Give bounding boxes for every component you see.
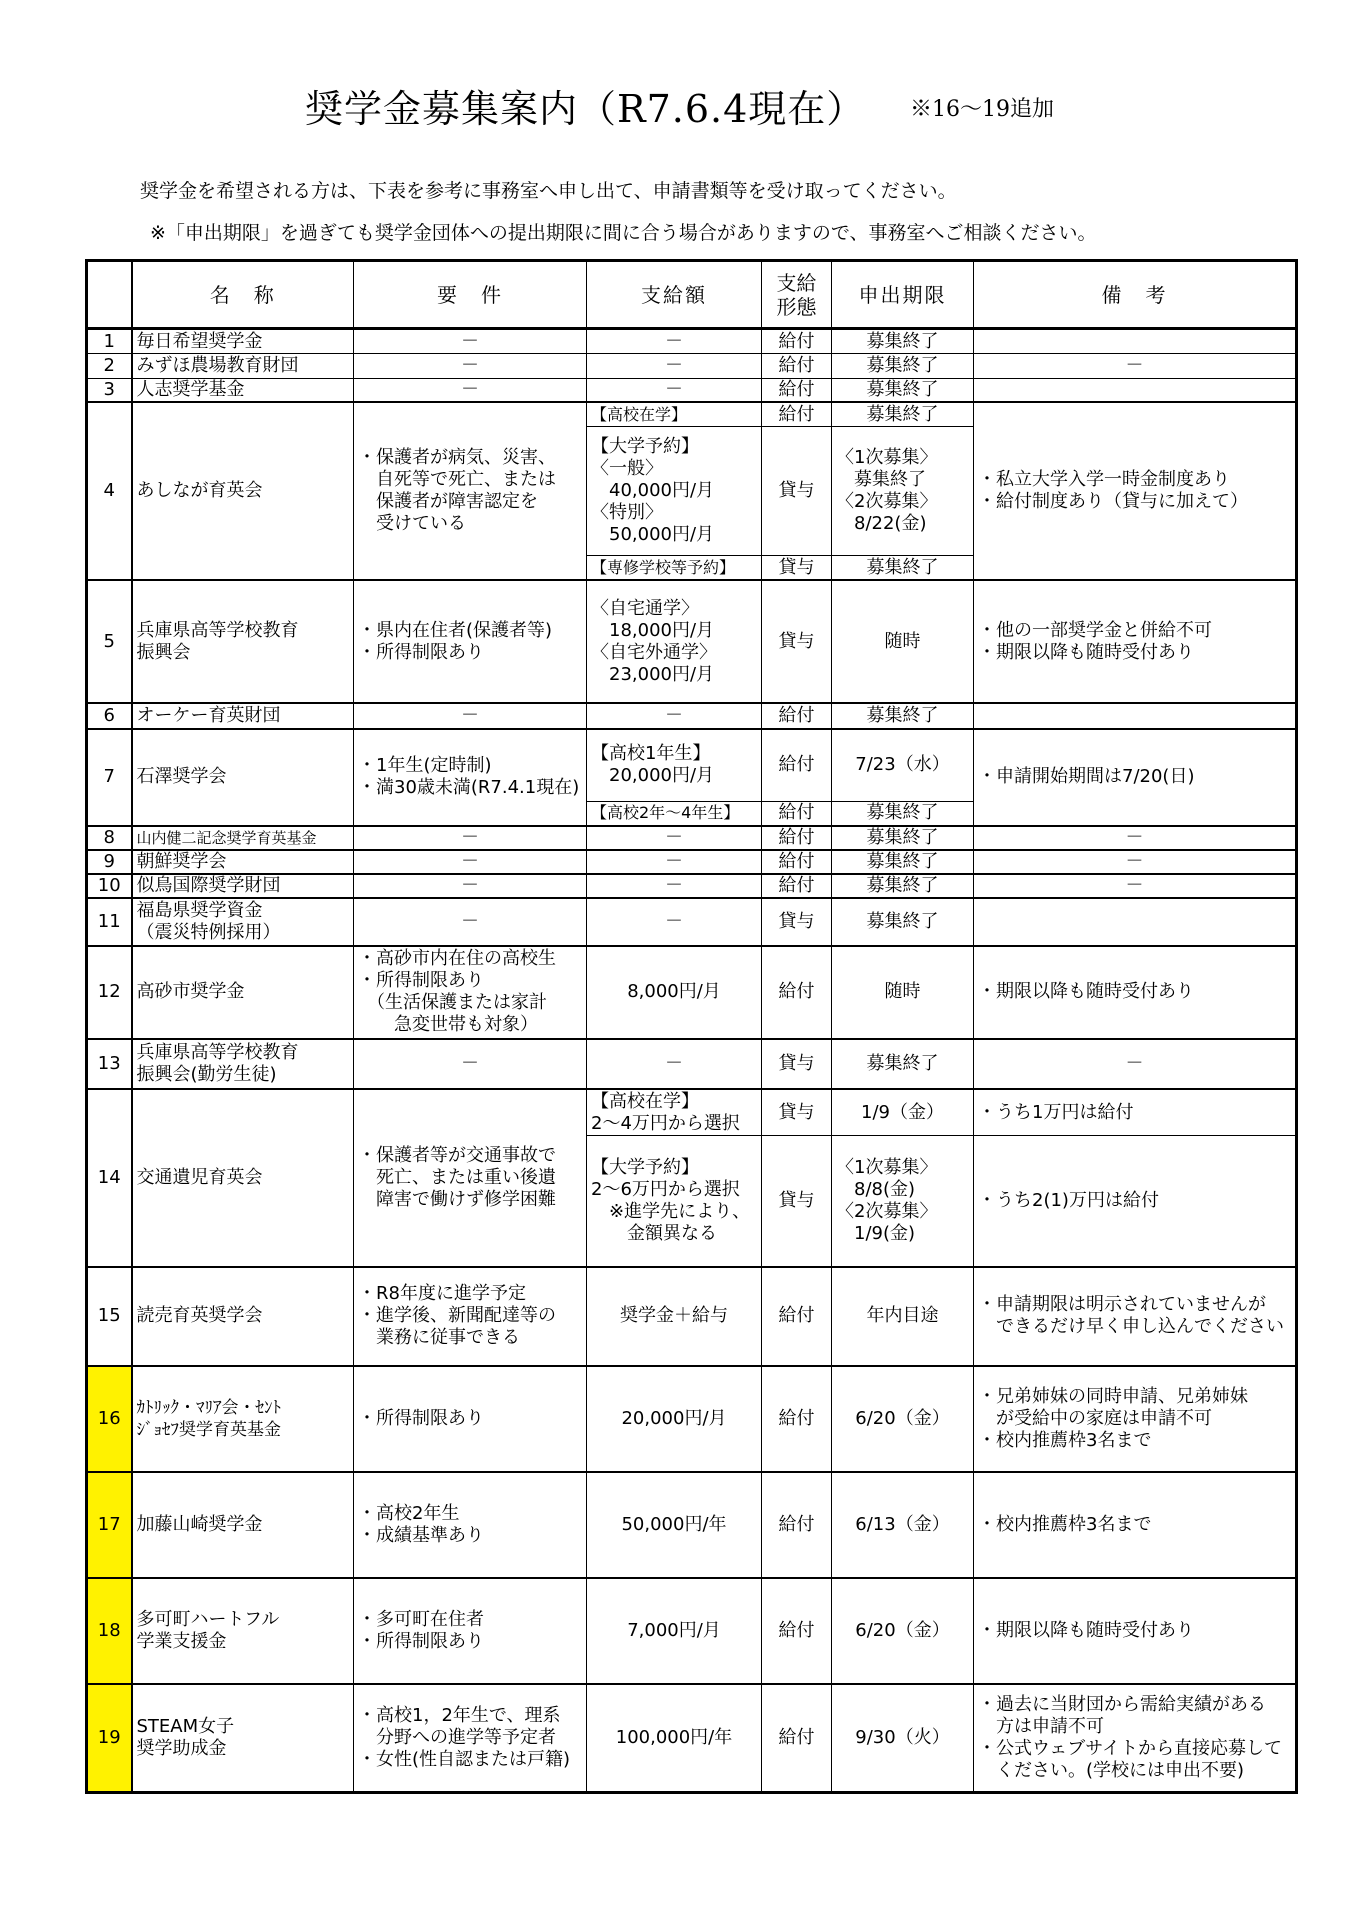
row-number: 18: [87, 1578, 132, 1684]
amount-cell: －: [587, 898, 762, 946]
payment-type-cell: 貸与: [762, 580, 832, 703]
amount-cell: －: [587, 329, 762, 354]
amount-cell: 【高校2年～4年生】: [587, 801, 762, 825]
table-row: [87, 1267, 1297, 1366]
payment-type-cell: 給付: [762, 874, 832, 898]
payment-type-cell: 貸与: [762, 1089, 832, 1135]
row-number: 4: [87, 402, 132, 580]
intro-note: ※「申出期限」を過ぎても奨学金団体への提出期限に間に合う場合がありますので、事務室へご相談ください。: [150, 222, 1097, 244]
row-number: 16: [87, 1366, 132, 1472]
scholarship-name: 石澤奨学会: [132, 729, 354, 826]
amount-cell: －: [587, 874, 762, 898]
payment-type-cell: 給付: [762, 826, 832, 850]
header-requirement: 要 件: [354, 261, 587, 329]
remarks-cell: ・うち2(1)万円は給付: [974, 1135, 1297, 1266]
deadline-cell: 6/20（金）: [832, 1366, 974, 1472]
payment-type-cell: 貸与: [762, 1039, 832, 1090]
scholarship-name: STEAM女子 奨学助成金: [132, 1684, 354, 1792]
row-number: 17: [87, 1472, 132, 1578]
row-number: 3: [87, 378, 132, 402]
deadline-cell: 募集終了: [832, 703, 974, 728]
row-number: 12: [87, 946, 132, 1039]
deadline-cell: 募集終了: [832, 329, 974, 354]
intro-text: 奨学金を希望される方は、下表を参考に事務室へ申し出て、申請書類等を受け取ってください。: [140, 180, 957, 202]
row-number: 19: [87, 1684, 132, 1792]
deadline-cell: 年内目途: [832, 1267, 974, 1366]
payment-type-cell: 給付: [762, 946, 832, 1039]
deadline-cell: 募集終了: [832, 378, 974, 402]
amount-cell: －: [587, 1039, 762, 1090]
payment-type-cell: 給付: [762, 329, 832, 354]
scholarship-name: 加藤山崎奨学金: [132, 1472, 354, 1578]
payment-type-cell: 貸与: [762, 898, 832, 946]
requirement-cell: ・保護者が病気、災害、 自死等で死亡、または 保護者が障害認定を 受けている: [354, 402, 587, 580]
requirement-cell: －: [354, 850, 587, 874]
deadline-cell: 6/13（金）: [832, 1472, 974, 1578]
requirement-cell: －: [354, 329, 587, 354]
requirement-cell: －: [354, 826, 587, 850]
table-row: [87, 898, 1297, 946]
payment-type-cell: 給付: [762, 1578, 832, 1684]
payment-type-cell: 給付: [762, 1472, 832, 1578]
amount-cell: 奨学金＋給与: [587, 1267, 762, 1366]
table-row: [87, 1684, 1297, 1792]
requirement-cell: －: [354, 354, 587, 378]
table-body: [87, 329, 1297, 1793]
payment-type-cell: 貸与: [762, 1135, 832, 1266]
remarks-cell: ・期限以降も随時受付あり: [974, 946, 1297, 1039]
amount-cell: －: [587, 354, 762, 378]
scholarship-name: ｶﾄﾘｯｸ・ﾏﾘｱ会・ｾﾝﾄ ｼﾞｮｾﾌ奨学育英基金: [132, 1366, 354, 1472]
table-row: [87, 1472, 1297, 1578]
payment-type-cell: 給付: [762, 729, 832, 802]
table-row: [87, 378, 1297, 402]
requirement-cell: ・所得制限あり: [354, 1366, 587, 1472]
scholarship-name: 人志奨学基金: [132, 378, 354, 402]
deadline-cell: 募集終了: [832, 801, 974, 825]
header-no: [87, 261, 132, 329]
amount-cell: －: [587, 378, 762, 402]
deadline-cell: 随時: [832, 946, 974, 1039]
row-number: 6: [87, 703, 132, 728]
payment-type-cell: 給付: [762, 850, 832, 874]
requirement-cell: ・R8年度に進学予定 ・進学後、新聞配達等の 業務に従事できる: [354, 1267, 587, 1366]
scholarship-name: あしなが育英会: [132, 402, 354, 580]
scholarship-name: 兵庫県高等学校教育 振興会: [132, 580, 354, 703]
payment-type-cell: 給付: [762, 402, 832, 426]
remarks-cell: ・うち1万円は給付: [974, 1089, 1297, 1135]
requirement-cell: －: [354, 1039, 587, 1090]
header-remarks: 備 考: [974, 261, 1297, 329]
page-title: 奨学金募集案内（R7.6.4現在）: [305, 87, 866, 131]
deadline-cell: 〈1次募集〉 8/8(金) 〈2次募集〉 1/9(金): [832, 1135, 974, 1266]
requirement-cell: －: [354, 378, 587, 402]
row-number: 2: [87, 354, 132, 378]
amount-cell: 【高校在学】: [587, 402, 762, 426]
table-row: [87, 1578, 1297, 1684]
remarks-cell: ・申請期限は明示されていませんが できるだけ早く申し込んでください: [974, 1267, 1297, 1366]
remarks-cell: ・兄弟姉妹の同時申請、兄弟姉妹 が受給中の家庭は申請不可 ・校内推薦枠3名まで: [974, 1366, 1297, 1472]
payment-type-cell: 給付: [762, 354, 832, 378]
header-name: 名 称: [132, 261, 354, 329]
requirement-cell: ・1年生(定時制) ・満30歳未満(R7.4.1現在): [354, 729, 587, 826]
remarks-cell: －: [974, 1039, 1297, 1090]
amount-cell: 【高校1年生】 20,000円/月: [587, 729, 762, 802]
deadline-cell: 募集終了: [832, 874, 974, 898]
table-row: [87, 946, 1297, 1039]
scholarship-name: 兵庫県高等学校教育 振興会(勤労生徒): [132, 1039, 354, 1090]
table-row: [87, 329, 1297, 354]
table-row: [87, 874, 1297, 898]
scholarship-name: 山内健二記念奨学育英基金: [132, 826, 354, 850]
amount-cell: 【専修学校等予約】: [587, 556, 762, 580]
table-header-row: [87, 261, 1297, 329]
scholarship-name: 高砂市奨学金: [132, 946, 354, 1039]
row-number: 10: [87, 874, 132, 898]
scholarship-name: みずほ農場教育財団: [132, 354, 354, 378]
remarks-cell: ・校内推薦枠3名まで: [974, 1472, 1297, 1578]
requirement-cell: ・多可町在住者 ・所得制限あり: [354, 1578, 587, 1684]
amount-cell: 【大学予約】 〈一般〉 40,000円/月 〈特別〉 50,000円/月: [587, 427, 762, 556]
amount-cell: 8,000円/月: [587, 946, 762, 1039]
table-row: [87, 354, 1297, 378]
requirement-cell: －: [354, 703, 587, 728]
scholarship-name: 福島県奨学資金 （震災特例採用）: [132, 898, 354, 946]
header-amount: 支給額: [587, 261, 762, 329]
amount-cell: 〈自宅通学〉 18,000円/月 〈自宅外通学〉 23,000円/月: [587, 580, 762, 703]
deadline-cell: 募集終了: [832, 826, 974, 850]
scholarship-name: 朝鮮奨学会: [132, 850, 354, 874]
remarks-cell: ・過去に当財団から需給実績がある 方は申請不可 ・公式ウェブサイトから直接応募して ください。(学校には申出不要): [974, 1684, 1297, 1792]
amount-cell: 20,000円/月: [587, 1366, 762, 1472]
row-number: 1: [87, 329, 132, 354]
scholarship-name: オーケー育英財団: [132, 703, 354, 728]
scholarship-name: 毎日希望奨学金: [132, 329, 354, 354]
remarks-cell: ・他の一部奨学金と併給不可 ・期限以降も随時受付あり: [974, 580, 1297, 703]
table-row: [87, 1039, 1297, 1090]
amount-cell: －: [587, 850, 762, 874]
payment-type-cell: 貸与: [762, 427, 832, 556]
remarks-cell: －: [974, 874, 1297, 898]
deadline-cell: 募集終了: [832, 556, 974, 580]
row-number: 8: [87, 826, 132, 850]
requirement-cell: －: [354, 898, 587, 946]
table-row: [87, 580, 1297, 703]
remarks-cell: ・申請開始期間は7/20(日): [974, 729, 1297, 826]
row-number: 5: [87, 580, 132, 703]
table-row: [87, 826, 1297, 850]
remarks-cell: [974, 703, 1297, 728]
row-number: 9: [87, 850, 132, 874]
scholarship-name: 交通遺児育英会: [132, 1089, 354, 1266]
amount-cell: 100,000円/年: [587, 1684, 762, 1792]
deadline-cell: 募集終了: [832, 354, 974, 378]
remarks-cell: －: [974, 826, 1297, 850]
remarks-cell: [974, 898, 1297, 946]
deadline-cell: 随時: [832, 580, 974, 703]
remarks-cell: [974, 329, 1297, 354]
row-number: 11: [87, 898, 132, 946]
amount-cell: －: [587, 826, 762, 850]
header-type: 支給 形態: [762, 261, 832, 329]
table-row: [87, 402, 1297, 426]
requirement-cell: ・高校1，2年生で、理系 分野への進学等予定者 ・女性(性自認または戸籍): [354, 1684, 587, 1792]
payment-type-cell: 給付: [762, 378, 832, 402]
row-number: 13: [87, 1039, 132, 1090]
payment-type-cell: 給付: [762, 1684, 832, 1792]
deadline-cell: 募集終了: [832, 850, 974, 874]
payment-type-cell: 給付: [762, 703, 832, 728]
requirement-cell: ・高砂市内在住の高校生 ・所得制限あり （生活保護または家計 急変世帯も対象）: [354, 946, 587, 1039]
remarks-cell: ・期限以降も随時受付あり: [974, 1578, 1297, 1684]
deadline-cell: 1/9（金）: [832, 1089, 974, 1135]
deadline-cell: 募集終了: [832, 402, 974, 426]
deadline-cell: 7/23（水）: [832, 729, 974, 802]
requirement-cell: ・保護者等が交通事故で 死亡、または重い後遺 障害で働けず修学困難: [354, 1089, 587, 1266]
scholarship-table: [85, 259, 1298, 1794]
table-row: [87, 850, 1297, 874]
scholarship-name: 似鳥国際奨学財団: [132, 874, 354, 898]
amount-cell: －: [587, 703, 762, 728]
row-number: 7: [87, 729, 132, 826]
row-number: 15: [87, 1267, 132, 1366]
payment-type-cell: 給付: [762, 1366, 832, 1472]
deadline-cell: 9/30（火）: [832, 1684, 974, 1792]
table-row: [87, 1366, 1297, 1472]
remarks-cell: －: [974, 354, 1297, 378]
requirement-cell: ・高校2年生 ・成績基準あり: [354, 1472, 587, 1578]
requirement-cell: ・県内在住者(保護者等) ・所得制限あり: [354, 580, 587, 703]
amount-cell: 【大学予約】 2～6万円から選択 ※進学先により、 金額異なる: [587, 1135, 762, 1266]
deadline-cell: 募集終了: [832, 1039, 974, 1090]
scholarship-name: 多可町ハートフル 学業支援金: [132, 1578, 354, 1684]
table-row: [87, 703, 1297, 728]
deadline-cell: 〈1次募集〉 募集終了 〈2次募集〉 8/22(金): [832, 427, 974, 556]
row-number: 14: [87, 1089, 132, 1266]
table-row: [87, 729, 1297, 802]
amount-cell: 【高校在学】 2～4万円から選択: [587, 1089, 762, 1135]
amount-cell: 50,000円/年: [587, 1472, 762, 1578]
table-row: [87, 1089, 1297, 1135]
title-update-note: ※16～19追加: [910, 97, 1054, 122]
header-deadline: 申出期限: [832, 261, 974, 329]
payment-type-cell: 給付: [762, 1267, 832, 1366]
remarks-cell: ・私立大学入学一時金制度あり ・給付制度あり（貸与に加えて）: [974, 402, 1297, 580]
deadline-cell: 募集終了: [832, 898, 974, 946]
remarks-cell: [974, 378, 1297, 402]
payment-type-cell: 給付: [762, 801, 832, 825]
requirement-cell: －: [354, 874, 587, 898]
amount-cell: 7,000円/月: [587, 1578, 762, 1684]
payment-type-cell: 貸与: [762, 556, 832, 580]
scholarship-name: 読売育英奨学会: [132, 1267, 354, 1366]
deadline-cell: 6/20（金）: [832, 1578, 974, 1684]
remarks-cell: －: [974, 850, 1297, 874]
